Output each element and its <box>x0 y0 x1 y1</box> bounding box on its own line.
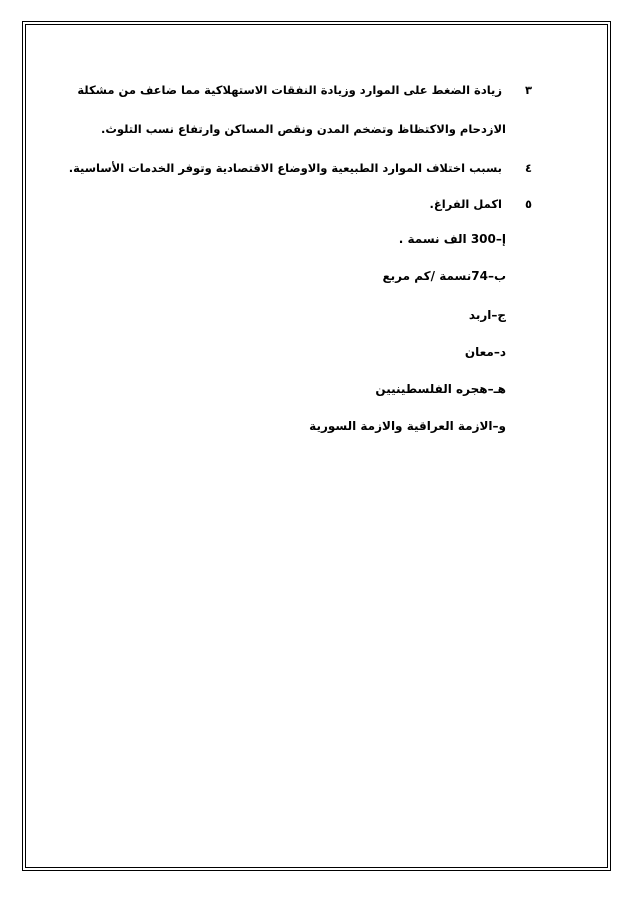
item-5-line-1: اكمل الفراغ. <box>429 197 502 211</box>
item-3-continuation <box>101 121 532 137</box>
answer-e <box>375 381 506 397</box>
item-3-number: ٣ <box>524 83 532 97</box>
answer-c-text: ج–اربد <box>468 308 506 322</box>
answer-a <box>399 231 506 247</box>
answer-e-text: هـ–هجره الفلسطينيين <box>375 382 506 396</box>
answer-d-text: د–معان <box>464 345 506 359</box>
answer-f-text: و–الازمة العراقية والازمة السورية <box>309 419 506 433</box>
item-5-number: ٥ <box>524 197 532 211</box>
item-5 <box>430 196 532 212</box>
answer-b-text: ب–74نسمة /كم مربع <box>382 269 506 283</box>
item-4-number: ٤ <box>524 161 532 175</box>
item-3-line-1: زيادة الضغط على الموارد وزيادة النفقات الاستهلاكية مما ضاعف من مشكلة <box>77 83 502 97</box>
answer-a-text: إ–300 الف نسمة . <box>398 232 506 246</box>
answer-f <box>309 418 506 434</box>
item-4 <box>69 160 532 176</box>
item-3 <box>77 82 532 98</box>
answer-c <box>469 307 506 323</box>
item-4-line-1: بسبب اختلاف الموارد الطبيعية والاوضاع الاقتصادية وتوفر الخدمات الأساسية. <box>68 161 502 175</box>
answer-d <box>465 344 506 360</box>
answer-b <box>382 268 506 284</box>
document-content <box>60 0 532 900</box>
item-3-line-2: الازدحام والاكتظاظ وتضخم المدن ونقص المساكن وارتفاع نسب التلوث. <box>100 122 506 136</box>
